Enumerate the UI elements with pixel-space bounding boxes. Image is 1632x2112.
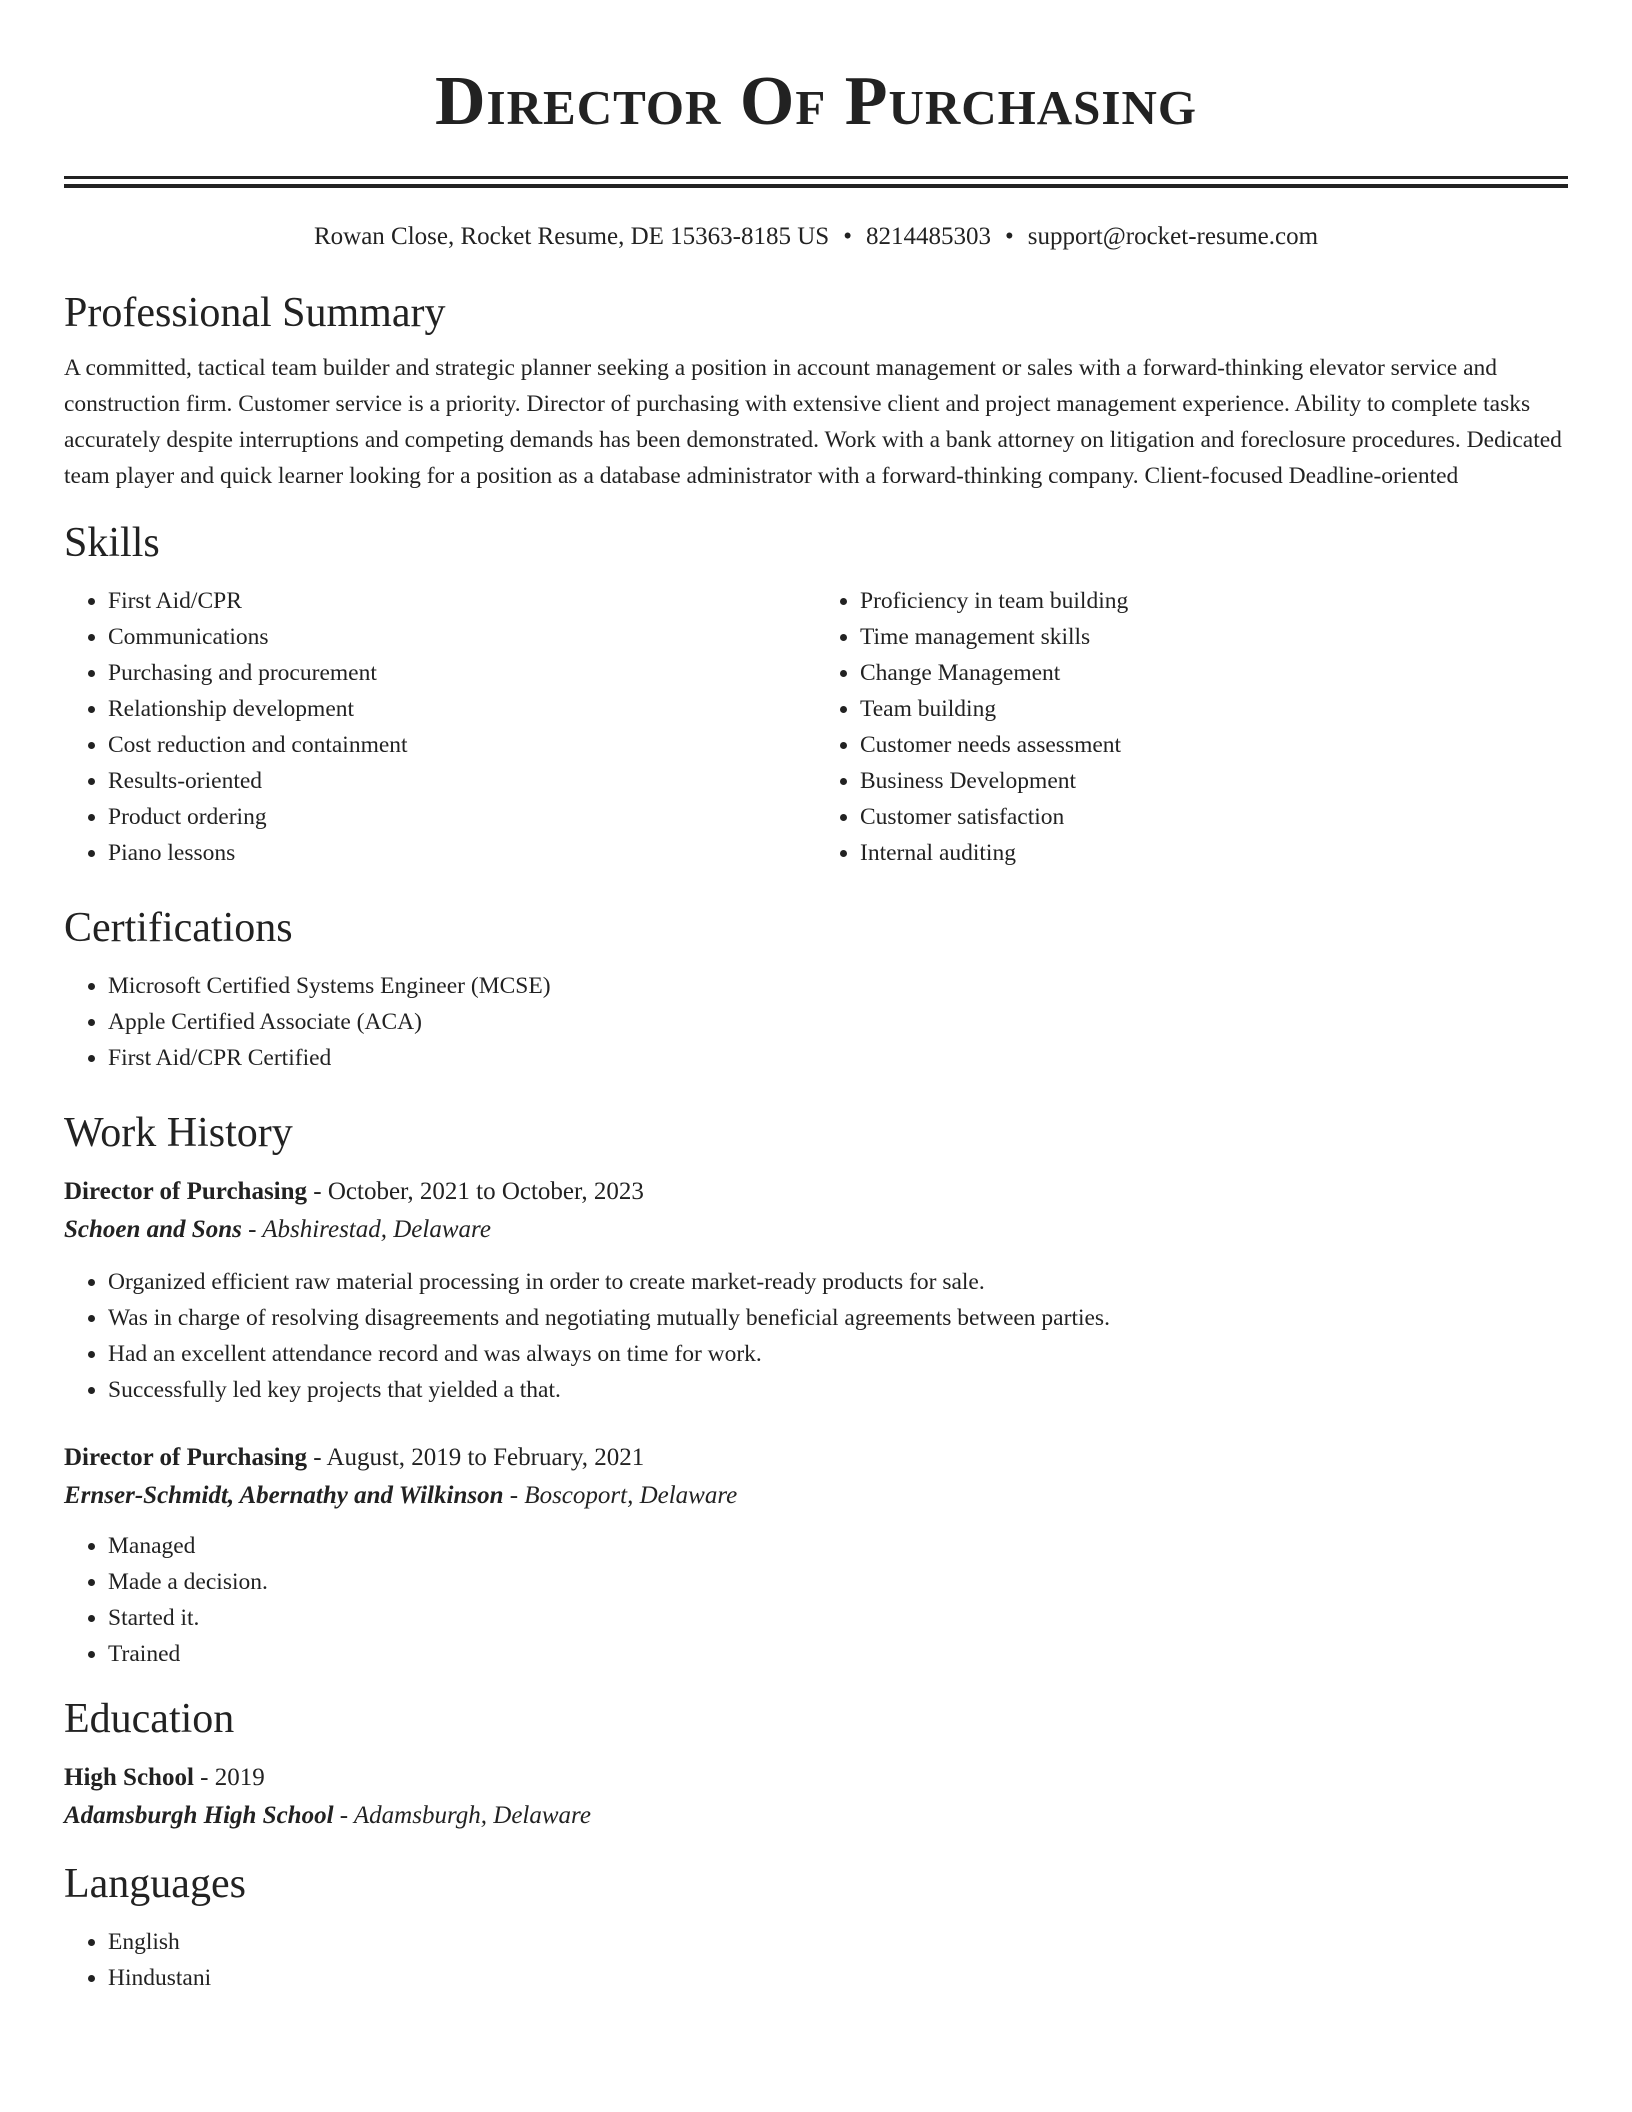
skills-columns (64, 583, 1568, 871)
language-item: • Hindustani (108, 1960, 1568, 1996)
job-duty-item: • Trained (108, 1636, 1568, 1672)
education-school-line (64, 1797, 1568, 1835)
summary-heading: Professional Summary (64, 290, 446, 336)
skill-item: • First Aid/CPR (108, 583, 816, 619)
certifications-heading: Certifications (64, 905, 293, 951)
skill-item: • Proficiency in team building (860, 583, 1568, 619)
contact-address: Rowan Close, Rocket Resume, DE 15363-8185 US (313, 223, 830, 250)
job-company: Schoen and Sons (64, 1216, 242, 1243)
languages-list (64, 1924, 1568, 1996)
work-history-heading: Work History (64, 1110, 293, 1156)
job-company-line (64, 1477, 1568, 1515)
job-entry (64, 1439, 1568, 1672)
skill-item: • Communications (108, 619, 816, 655)
skill-item: • Purchasing and procurement (108, 655, 816, 691)
skills-list-right (816, 583, 1568, 871)
job-duty-item: • Made a decision. (108, 1564, 1568, 1600)
contact-separator: • (1004, 223, 1014, 250)
skill-item: • Cost reduction and containment (108, 727, 816, 763)
page-title: Director Of Purchasing (435, 63, 1197, 140)
job-location: - Boscoport, Delaware (503, 1482, 738, 1509)
job-duty-item: • Organized efficient raw material processing in order to create market-ready products for sale. (108, 1264, 1568, 1300)
job-title: Director of Purchasing (64, 1444, 308, 1471)
summary-text: A committed, tactical team builder and strategic planner seeking a position in account management or sales with a forward-thinking elevator service and construction firm. Customer service is a priority. Director of purchasing with extensive client and project management experience. Ability to complete tasks accurately despite interruptions and competing demands has been demonstrated. Work with a bank attorney on litigation and foreclosure procedures. Dedicated team player and quick learner looking for a position as a database administrator with a forward-thinking company. Client-focused Deadline-oriented (64, 355, 1562, 489)
skill-item: • Change Management (860, 655, 1568, 691)
job-dates: - October, 2021 to October, 2023 (307, 1178, 644, 1205)
contact-email: support@rocket-resume.com (1027, 223, 1319, 250)
job-duty-item: • Managed (108, 1528, 1568, 1564)
job-duty-item: • Was in charge of resolving disagreements and negotiating mutually beneficial agreements between parties. (108, 1300, 1568, 1336)
skill-item: • Product ordering (108, 799, 816, 835)
contact-line (64, 221, 1568, 253)
skill-item: • Time management skills (860, 619, 1568, 655)
skill-item: • Customer needs assessment (860, 727, 1568, 763)
skill-item: • Business Development (860, 763, 1568, 799)
contact-phone: 8214485303 (865, 223, 991, 250)
job-title: Director of Purchasing (64, 1178, 308, 1205)
skill-item: • Piano lessons (108, 835, 816, 871)
job-company: Ernser-Schmidt, Abernathy and Wilkinson (64, 1482, 504, 1509)
skills-heading: Skills (64, 520, 160, 566)
title-divider (64, 176, 1568, 188)
skill-item: • Internal auditing (860, 835, 1568, 871)
job-duty-item: • Had an excellent attendance record and was always on time for work. (108, 1336, 1568, 1372)
skill-item: • Relationship development (108, 691, 816, 727)
skills-list-left (64, 583, 816, 871)
skill-item: • Customer satisfaction (860, 799, 1568, 835)
education-degree-line (64, 1759, 1568, 1797)
education-location: - Adamsburgh, Delaware (333, 1802, 591, 1829)
job-title-line (64, 1439, 1568, 1477)
languages-heading: Languages (64, 1861, 246, 1907)
certification-item: • Microsoft Certified Systems Engineer (MCSE) (108, 968, 1568, 1004)
job-duty-item: • Started it. (108, 1600, 1568, 1636)
job-duties-list (64, 1264, 1568, 1408)
skill-item: • Team building (860, 691, 1568, 727)
education-heading: Education (64, 1696, 235, 1742)
certifications-list (64, 968, 1568, 1076)
job-duty-item: • Successfully led key projects that yielded a that. (108, 1372, 1568, 1408)
certification-item: • First Aid/CPR Certified (108, 1040, 1568, 1076)
certification-item: • Apple Certified Associate (ACA) (108, 1004, 1568, 1040)
job-dates: - August, 2019 to February, 2021 (307, 1444, 645, 1471)
education-degree: High School (64, 1764, 194, 1791)
job-company-line (64, 1211, 1568, 1249)
education-year: - 2019 (193, 1764, 265, 1791)
job-location: - Abshirestad, Delaware (241, 1216, 491, 1243)
education-school: Adamsburgh High School (64, 1802, 334, 1829)
job-entry (64, 1173, 1568, 1408)
skill-item: • Results-oriented (108, 763, 816, 799)
language-item: • English (108, 1924, 1568, 1960)
job-duties-list (64, 1528, 1568, 1672)
job-title-line (64, 1173, 1568, 1211)
contact-separator: • (843, 223, 852, 250)
